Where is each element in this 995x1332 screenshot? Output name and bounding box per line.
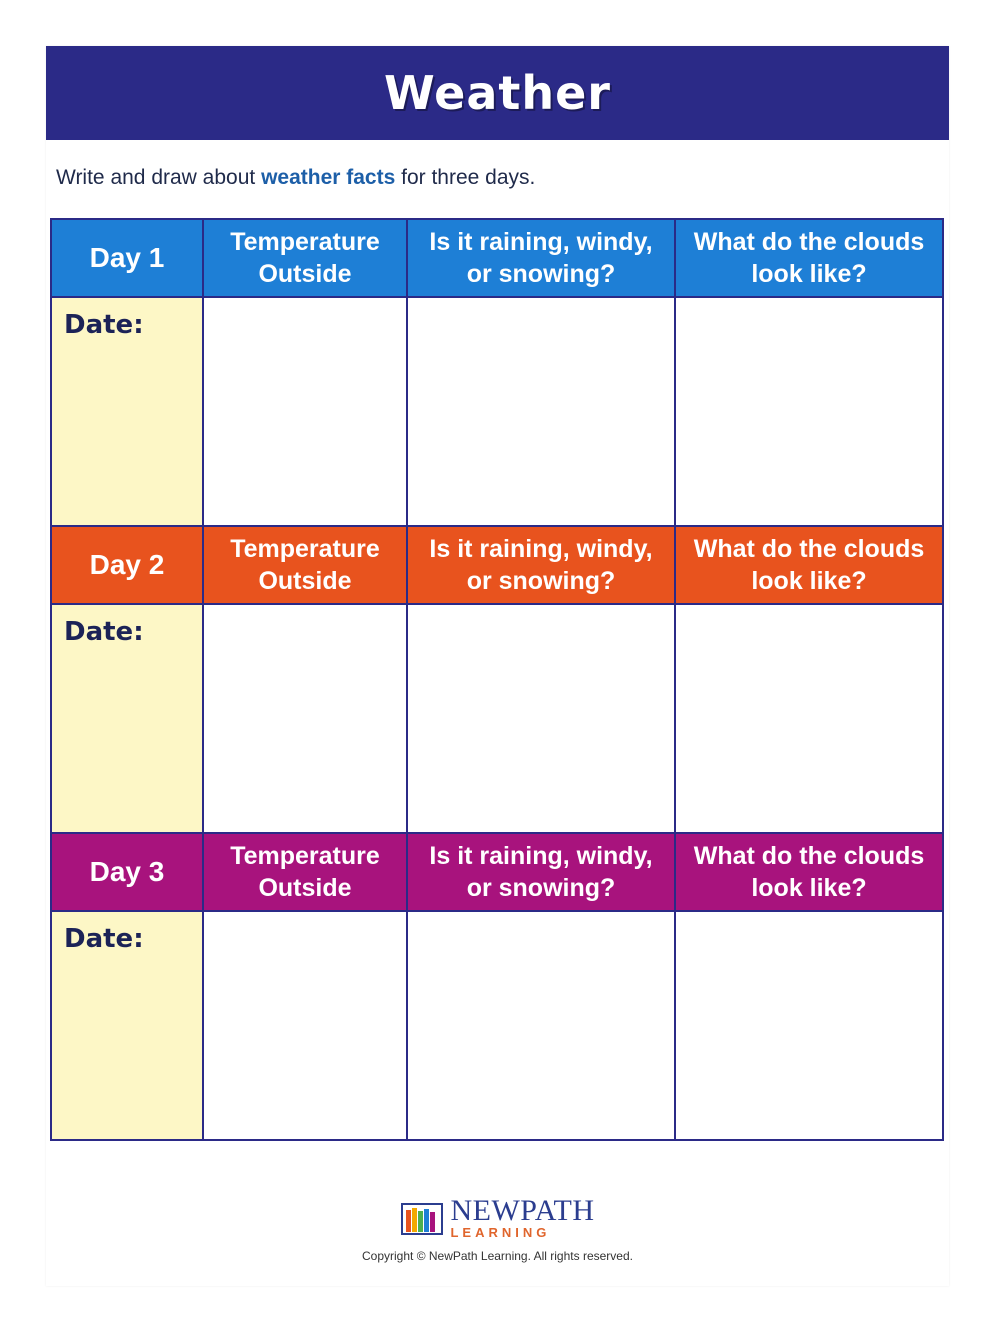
clouds-entry[interactable] [676, 298, 942, 525]
logo-wordmark-bottom: LEARNING [450, 1225, 551, 1240]
day-header-row [52, 220, 942, 298]
precipitation-entry[interactable] [408, 298, 676, 525]
clouds-header: What do the clouds look like? [676, 527, 942, 603]
title-banner [46, 46, 949, 140]
precipitation-entry[interactable] [408, 605, 676, 832]
temperature-entry[interactable] [204, 298, 408, 525]
day-block-3 [52, 834, 942, 1139]
instructions-emphasis: weather facts [261, 166, 396, 189]
date-cell[interactable] [52, 912, 204, 1139]
copyright-text: Copyright © NewPath Learning. All rights reserved. [362, 1248, 633, 1263]
logo-wordmark-top: NEWPATH [450, 1194, 595, 1227]
precipitation-header: Is it raining, windy, or snowing? [408, 834, 676, 910]
day-header-row [52, 834, 942, 912]
instructions [56, 166, 535, 190]
clouds-header: What do the clouds look like? [676, 834, 942, 910]
day-entry-row [52, 298, 942, 527]
day-label: Day 1 [52, 220, 204, 296]
day-entry-row [52, 912, 942, 1139]
temperature-entry[interactable] [204, 912, 408, 1139]
day-block-1 [52, 220, 942, 527]
date-label: Date: [64, 924, 144, 954]
date-cell[interactable] [52, 605, 204, 832]
date-label: Date: [64, 617, 144, 647]
books-logo-icon [400, 1200, 444, 1236]
day-header-row [52, 527, 942, 605]
date-label: Date: [64, 310, 144, 340]
temperature-header: Temperature Outside [204, 220, 408, 296]
clouds-entry[interactable] [676, 912, 942, 1139]
day-label: Day 2 [52, 527, 204, 603]
day-block-2 [52, 527, 942, 834]
clouds-entry[interactable] [676, 605, 942, 832]
newpath-logo [400, 1196, 594, 1239]
temperature-header: Temperature Outside [204, 527, 408, 603]
temperature-header: Temperature Outside [204, 834, 408, 910]
clouds-header: What do the clouds look like? [676, 220, 942, 296]
instructions-text-end: for three days. [395, 166, 536, 189]
day-entry-row [52, 605, 942, 834]
temperature-entry[interactable] [204, 605, 408, 832]
day-label: Day 3 [52, 834, 204, 910]
precipitation-entry[interactable] [408, 912, 676, 1139]
weather-table [50, 218, 944, 1141]
page-title: Weather [384, 66, 611, 120]
precipitation-header: Is it raining, windy, or snowing? [408, 220, 676, 296]
precipitation-header: Is it raining, windy, or snowing? [408, 527, 676, 603]
instructions-text-start: Write and draw about [56, 166, 262, 189]
footer [46, 1196, 949, 1263]
date-cell[interactable] [52, 298, 204, 525]
worksheet-page [46, 46, 949, 1286]
